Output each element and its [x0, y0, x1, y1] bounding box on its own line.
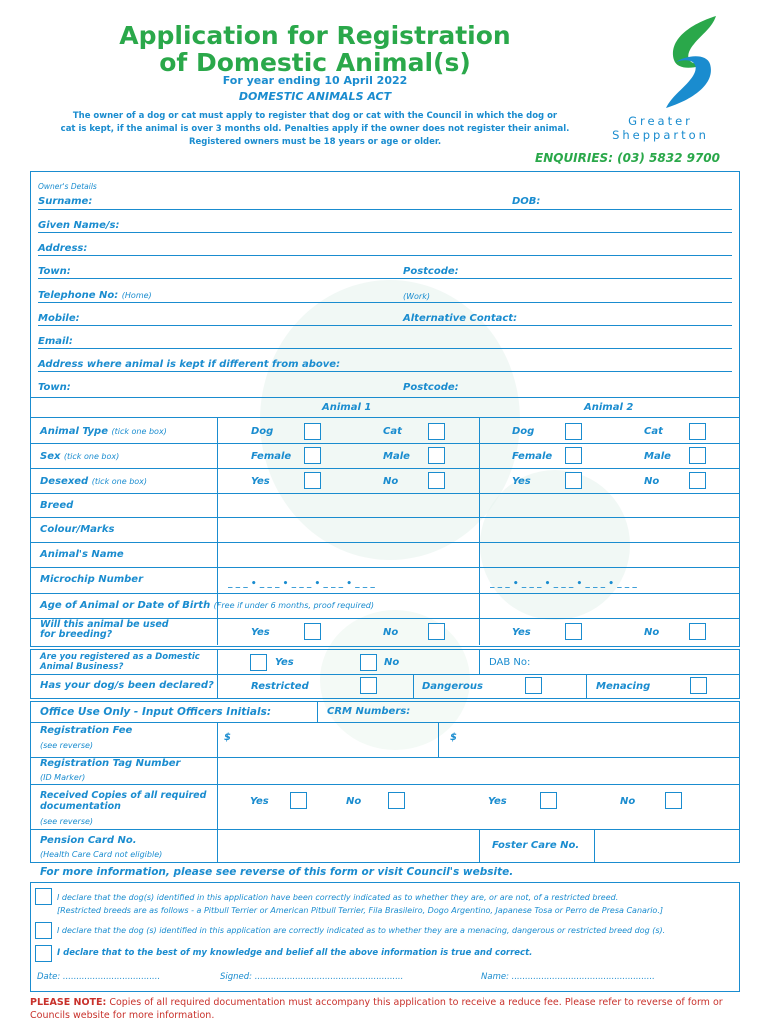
microchip-label: Microchip Number — [40, 574, 144, 585]
declaration-2-text: I declare that the dog (s) identified in this application are correctly indicated as to whether they are a menacing, dangerous or restricted breed dog (s). — [57, 926, 666, 935]
dab-question-label: Are you registered as a Domestic Animal Business? — [40, 652, 200, 672]
male-checkbox-1[interactable] — [428, 447, 445, 464]
pension-note: (Health Care Card not eligible) — [40, 850, 163, 859]
dab-number-label[interactable]: DAB No: — [489, 657, 531, 668]
desexed-no-checkbox-1[interactable] — [428, 472, 445, 489]
pension-card-label: Pension Card No. — [40, 835, 137, 846]
dangerous-checkbox[interactable] — [525, 677, 542, 694]
dob-label: DOB: — [512, 196, 541, 207]
menacing-label: Menacing — [596, 681, 651, 692]
postcode2-label: Postcode: — [403, 382, 459, 393]
owner-section-label: Owner's Details — [38, 182, 97, 191]
dangerous-label: Dangerous — [422, 681, 483, 692]
fee-dollar-2: $ — [450, 732, 457, 743]
fee-dollar-1: $ — [224, 732, 231, 743]
please-note: PLEASE NOTE: Copies of all required documentation must accompany this application to receive a reduce fee. Please refer to reverse of form or Councils website for more information. — [30, 997, 723, 1021]
town-label: Town: — [38, 266, 71, 277]
crm-numbers-label: CRM Numbers: — [327, 706, 411, 717]
declaration-1-checkbox[interactable] — [35, 888, 52, 905]
cat-checkbox-2[interactable] — [689, 423, 706, 440]
address-field[interactable] — [38, 241, 732, 256]
desexed-yes-checkbox-2[interactable] — [565, 472, 582, 489]
colour-label: Colour/Marks — [40, 524, 115, 535]
dog-label-1: Dog — [251, 426, 274, 437]
surname-field[interactable] — [38, 195, 732, 210]
tag-number-label: Registration Tag Number — [40, 758, 181, 769]
declaration-3-checkbox[interactable] — [35, 945, 52, 962]
id-marker-label: (ID Marker) — [40, 773, 86, 782]
age-label: Age of Animal or Date of Birth (Free if under 6 months, proof required) — [40, 600, 374, 611]
copies-yes-label-1: Yes — [250, 796, 269, 807]
telephone-label: Telephone No: (Home) — [38, 290, 152, 301]
copies-yes-label-2: Yes — [488, 796, 507, 807]
male-label-1: Male — [383, 451, 410, 462]
enquiries-phone: ENQUIRIES: (03) 5832 9700 — [535, 151, 720, 165]
female-checkbox-2[interactable] — [565, 447, 582, 464]
animal-address-label: Address where animal is kept if different from above: — [38, 359, 341, 370]
desexed-yes-label-1: Yes — [251, 476, 270, 487]
dog-checkbox-1[interactable] — [304, 423, 321, 440]
desexed-no-checkbox-2[interactable] — [689, 472, 706, 489]
fee-see-reverse: (see reverse) — [40, 741, 94, 750]
year-text: For year ending 10 April 2022 — [222, 74, 408, 87]
male-checkbox-2[interactable] — [689, 447, 706, 464]
desexed-label: Desexed (tick one box) — [40, 476, 148, 487]
microchip-field-2[interactable]: _ _ _ • _ _ _ • _ _ _ • _ _ _ • _ _ _ — [490, 579, 637, 589]
animal1-heading: Animal 1 — [322, 402, 372, 413]
desexed-yes-checkbox-1[interactable] — [304, 472, 321, 489]
sex-label: Sex (tick one box) — [40, 451, 120, 462]
date-field[interactable]: Date: .................................... — [37, 972, 161, 982]
breeding-label: Will this animal be used for breeding? — [40, 619, 169, 640]
declared-label: Has your dog/s been declared? — [40, 680, 214, 691]
breeding-yes-checkbox-2[interactable] — [565, 623, 582, 640]
dab-no-label: No — [384, 657, 400, 668]
dab-yes-label: Yes — [275, 657, 294, 668]
surname-label: Surname: — [38, 196, 93, 207]
logo-wordmark: Greater Shepparton — [612, 114, 709, 142]
declaration-1-text: I declare that the dog(s) identified in this application have been correctly indicated as to whether they are, or are not, of a restricted breed. [Restricted breeds are as follows - a Pitbull Terrier or American Pitbull Terrier, Fila Brasileiro, Dogo Argentino, Japanese Tosa or Perro de Presa Canario.] — [57, 893, 663, 915]
given-names-field[interactable] — [38, 218, 732, 233]
mobile-label: Mobile: — [38, 313, 80, 324]
work-label: (Work) — [403, 292, 430, 301]
foster-care-label: Foster Care No. — [492, 840, 580, 851]
dab-yes-checkbox[interactable] — [250, 654, 267, 671]
animal-name-label: Animal's Name — [40, 549, 124, 560]
email-field[interactable] — [38, 334, 732, 349]
female-label-2: Female — [512, 451, 553, 462]
copies-see-reverse: (see reverse) — [40, 817, 94, 826]
female-checkbox-1[interactable] — [304, 447, 321, 464]
declaration-2-checkbox[interactable] — [35, 922, 52, 939]
microchip-field-1[interactable]: _ _ _ • _ _ _ • _ _ _ • _ _ _ • _ _ _ — [228, 579, 375, 589]
desexed-no-label-2: No — [644, 476, 660, 487]
copies-no-label-2: No — [620, 796, 636, 807]
breeding-yes-label-1: Yes — [251, 627, 270, 638]
breeding-no-checkbox-2[interactable] — [689, 623, 706, 640]
intro-text: The owner of a dog or cat must apply to register that dog or cat with the Council in which the dog or cat is kept, if the animal is over 3 months old. Penalties apply if the owner does not register their animal. Registered owners must be 18 years or age or older. — [60, 111, 570, 147]
breeding-yes-label-2: Yes — [512, 627, 531, 638]
declaration-3-text: I declare that to the best of my knowledge and belief all the above information is true and correct. — [57, 948, 533, 958]
breeding-yes-checkbox-1[interactable] — [304, 623, 321, 640]
office-use-heading: Office Use Only - Input Officers Initials: — [40, 706, 272, 718]
copies-no-checkbox-2[interactable] — [665, 792, 682, 809]
animal2-heading: Animal 2 — [584, 402, 634, 413]
name-field[interactable]: Name: ..................................................... — [481, 972, 655, 982]
copies-no-label-1: No — [346, 796, 362, 807]
cat-checkbox-1[interactable] — [428, 423, 445, 440]
female-label-1: Female — [251, 451, 292, 462]
desexed-no-label-1: No — [383, 476, 399, 487]
menacing-checkbox[interactable] — [690, 677, 707, 694]
cat-label-1: Cat — [383, 426, 402, 437]
dab-no-checkbox[interactable] — [360, 654, 377, 671]
copies-no-checkbox-1[interactable] — [388, 792, 405, 809]
postcode-label: Postcode: — [403, 266, 459, 277]
page-title: Application for Registration of Domestic Animal(s) — [119, 21, 511, 77]
alt-contact-label: Alternative Contact: — [403, 313, 518, 324]
copies-yes-checkbox-2[interactable] — [540, 792, 557, 809]
breeding-no-label-2: No — [644, 627, 660, 638]
signed-field[interactable]: Signed: ....................................................... — [220, 972, 404, 982]
address-label: Address: — [38, 243, 88, 254]
greater-shepparton-logo-icon — [660, 14, 722, 110]
desexed-yes-label-2: Yes — [512, 476, 531, 487]
restricted-checkbox[interactable] — [360, 677, 377, 694]
cat-label-2: Cat — [644, 426, 663, 437]
town-field[interactable] — [38, 264, 732, 279]
mobile-field[interactable] — [38, 311, 732, 326]
registration-fee-label: Registration Fee — [40, 725, 133, 736]
male-label-2: Male — [644, 451, 671, 462]
breeding-no-checkbox-1[interactable] — [428, 623, 445, 640]
restricted-label: Restricted — [251, 681, 309, 692]
more-info-text: For more information, please see reverse of this form or visit Council's website. — [40, 866, 514, 878]
animal-type-label: Animal Type (tick one box) — [40, 426, 167, 437]
breeding-no-label-1: No — [383, 627, 399, 638]
breed-label: Breed — [40, 500, 74, 511]
copies-yes-checkbox-1[interactable] — [290, 792, 307, 809]
email-label: Email: — [38, 336, 73, 347]
act-text: DOMESTIC ANIMALS ACT — [238, 90, 392, 103]
given-names-label: Given Name/s: — [38, 220, 120, 231]
town2-label: Town: — [38, 382, 71, 393]
dog-label-2: Dog — [512, 426, 535, 437]
dog-checkbox-2[interactable] — [565, 423, 582, 440]
copies-label: Received Copies of all required documentation — [40, 790, 207, 812]
